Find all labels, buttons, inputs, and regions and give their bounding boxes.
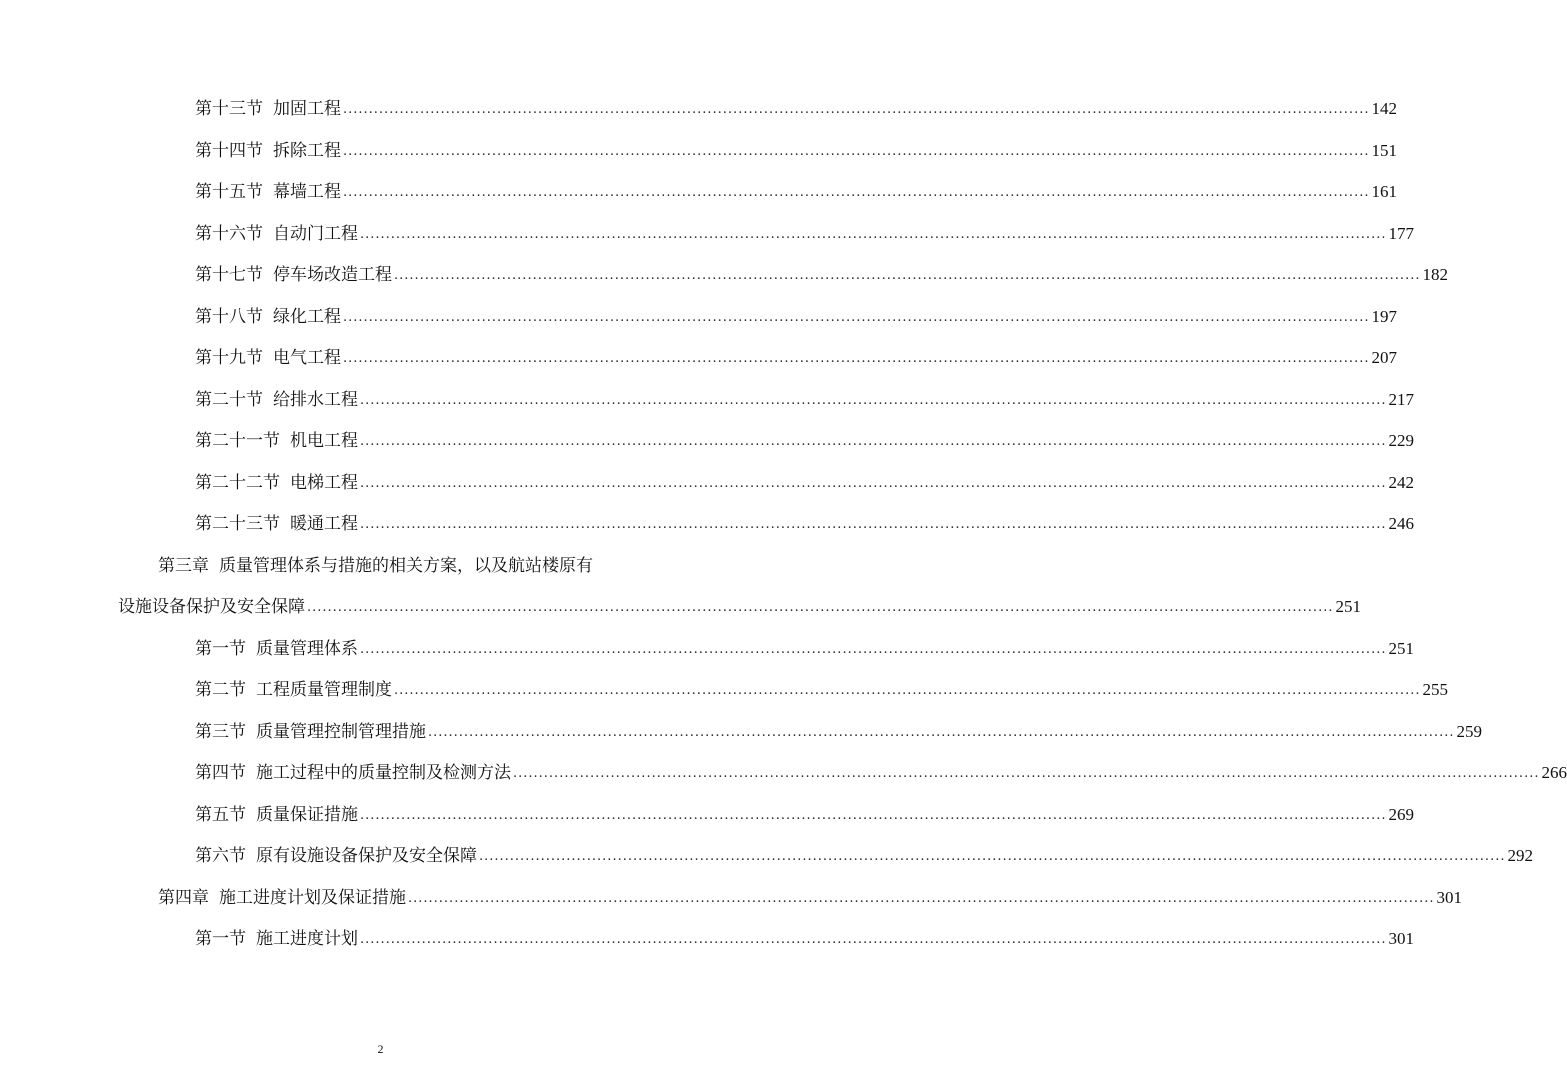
toc-entry-page: 177: [1388, 224, 1414, 243]
toc-entry-prefix: 第四节: [195, 763, 246, 783]
dot-leader: ........................................................................................................................................................................................................: [360, 227, 1387, 242]
dot-leader: ........................................................................................................................................................................................................: [394, 268, 1421, 283]
toc-entry[interactable]: [195, 721, 1482, 745]
toc-entry-page: 207: [1371, 348, 1397, 367]
dot-leader: ........................................................................................................................................................................................................: [360, 434, 1387, 449]
toc-entry-prefix: 第一节: [195, 639, 246, 659]
dot-leader: ........................................................................................................................................................................................................: [360, 393, 1387, 408]
dot-leader: ........................................................................................................................................................................................................: [307, 600, 1334, 615]
toc-entry-page: 266: [1541, 763, 1567, 782]
chapter-4-prefix: 第四章: [158, 888, 209, 908]
toc-entry-page: 142: [1371, 99, 1397, 118]
toc-entry-prefix: 第十九节: [195, 348, 263, 368]
dot-leader: ........................................................................................................................................................................................................: [360, 517, 1387, 532]
toc-entry-title: 自动门工程: [273, 224, 358, 244]
toc-entry-page: 301: [1388, 929, 1414, 948]
toc-entry-title: 施工进度计划: [256, 929, 358, 949]
dot-leader: ........................................................................................................................................................................................................: [513, 766, 1540, 781]
toc-entry-prefix: 第六节: [195, 846, 246, 866]
chapter-3-heading-continued[interactable]: [118, 596, 1361, 620]
dot-leader: ........................................................................................................................................................................................................: [360, 808, 1387, 823]
toc-entry-title: 质量保证措施: [256, 805, 358, 825]
toc-entry-page: 242: [1388, 473, 1414, 492]
dot-leader: ........................................................................................................................................................................................................: [343, 102, 1370, 117]
toc-entry-page: 229: [1388, 431, 1414, 450]
toc-entry-prefix: 第十六节: [195, 224, 263, 244]
dot-leader: ........................................................................................................................................................................................................: [360, 642, 1387, 657]
dot-leader: ........................................................................................................................................................................................................: [343, 351, 1370, 366]
toc-entry[interactable]: [195, 472, 1414, 496]
chapter-4-title: 施工进度计划及保证措施: [219, 888, 406, 908]
toc-entry-page: 255: [1422, 680, 1448, 699]
toc-entry[interactable]: [195, 306, 1397, 330]
toc-entry-prefix: 第二十一节: [195, 431, 280, 451]
toc-entry[interactable]: [195, 181, 1397, 205]
toc-entry[interactable]: [195, 679, 1448, 703]
chapter-3-heading[interactable]: [158, 555, 593, 577]
toc-entry-prefix: 第十八节: [195, 307, 263, 327]
toc-entry-prefix: 第二十二节: [195, 473, 280, 493]
toc-entry-title: 拆除工程: [273, 141, 341, 161]
toc-entry-title: 质量管理控制管理措施: [256, 722, 426, 742]
toc-entry-prefix: 第五节: [195, 805, 246, 825]
toc-entry[interactable]: [195, 762, 1567, 786]
chapter-3-page: 251: [1335, 597, 1361, 616]
toc-entry[interactable]: [195, 389, 1414, 413]
toc-entry-prefix: 第十三节: [195, 99, 263, 119]
toc-entry-prefix: 第一节: [195, 929, 246, 949]
dot-leader: ........................................................................................................................................................................................................: [360, 476, 1387, 491]
toc-entry-page: 151: [1371, 141, 1397, 160]
toc-entry[interactable]: [195, 804, 1414, 828]
toc-entry-page: 161: [1371, 182, 1397, 201]
toc-entry[interactable]: [195, 140, 1397, 164]
toc-entry-prefix: 第十四节: [195, 141, 263, 161]
toc-entry-title: 原有设施设备保护及安全保障: [256, 846, 477, 866]
toc-entry-prefix: 第十五节: [195, 182, 263, 202]
toc-entry-prefix: 第三节: [195, 722, 246, 742]
toc-entry-title: 给排水工程: [273, 390, 358, 410]
toc-entry-page: 251: [1388, 639, 1414, 658]
dot-leader: ........................................................................................................................................................................................................: [343, 310, 1370, 325]
dot-leader: ........................................................................................................................................................................................................: [343, 144, 1370, 159]
dot-leader: ........................................................................................................................................................................................................: [428, 725, 1455, 740]
toc-entry-prefix: 第二十节: [195, 390, 263, 410]
toc-entry[interactable]: [195, 98, 1397, 122]
chapter-3-prefix: 第三章: [158, 556, 209, 576]
dot-leader: ........................................................................................................................................................................................................: [343, 185, 1370, 200]
toc-entry-title: 停车场改造工程: [273, 265, 392, 285]
toc-entry[interactable]: [195, 430, 1414, 454]
toc-entry-page: 182: [1422, 265, 1448, 284]
dot-leader: ........................................................................................................................................................................................................: [479, 849, 1506, 864]
toc-entry-title: 电梯工程: [290, 473, 358, 493]
toc-entry[interactable]: [195, 264, 1448, 288]
chapter-3-title-line2: 设施设备保护及安全保障: [118, 597, 305, 617]
toc-entry-title: 幕墙工程: [273, 182, 341, 202]
toc-entry-page: 197: [1371, 307, 1397, 326]
toc-entry-page: 246: [1388, 514, 1414, 533]
page-number: 2: [377, 1042, 384, 1056]
toc-entry-prefix: 第十七节: [195, 265, 263, 285]
toc-entry-title: 机电工程: [290, 431, 358, 451]
toc-entry-title: 暖通工程: [290, 514, 358, 534]
toc-entry[interactable]: [195, 845, 1533, 869]
toc-entry[interactable]: [195, 347, 1397, 371]
toc-entry-prefix: 第二十三节: [195, 514, 280, 534]
toc-entry-page: 259: [1456, 722, 1482, 741]
toc-entry[interactable]: [195, 223, 1414, 247]
toc-entry[interactable]: [195, 638, 1414, 662]
toc-entry[interactable]: [195, 928, 1414, 952]
chapter-4-page: 301: [1436, 888, 1462, 907]
toc-entry-title: 绿化工程: [273, 307, 341, 327]
toc-entry-title: 质量管理体系: [256, 639, 358, 659]
toc-entry-title: 施工过程中的质量控制及检测方法: [256, 763, 511, 783]
chapter-4-heading[interactable]: [158, 887, 1462, 911]
chapter-3-title-line1: 质量管理体系与措施的相关方案，以及航站楼原有: [219, 556, 593, 576]
toc-entry-page: 269: [1388, 805, 1414, 824]
toc-entry-title: 加固工程: [273, 99, 341, 119]
toc-entry-page: 217: [1388, 390, 1414, 409]
toc-entry-title: 电气工程: [273, 348, 341, 368]
toc-entry-prefix: 第二节: [195, 680, 246, 700]
dot-leader: ........................................................................................................................................................................................................: [360, 932, 1387, 947]
toc-entry-page: 292: [1507, 846, 1533, 865]
toc-entry-title: 工程质量管理制度: [256, 680, 392, 700]
dot-leader: ........................................................................................................................................................................................................: [408, 891, 1435, 906]
dot-leader: ........................................................................................................................................................................................................: [394, 683, 1421, 698]
toc-entry[interactable]: [195, 513, 1414, 537]
